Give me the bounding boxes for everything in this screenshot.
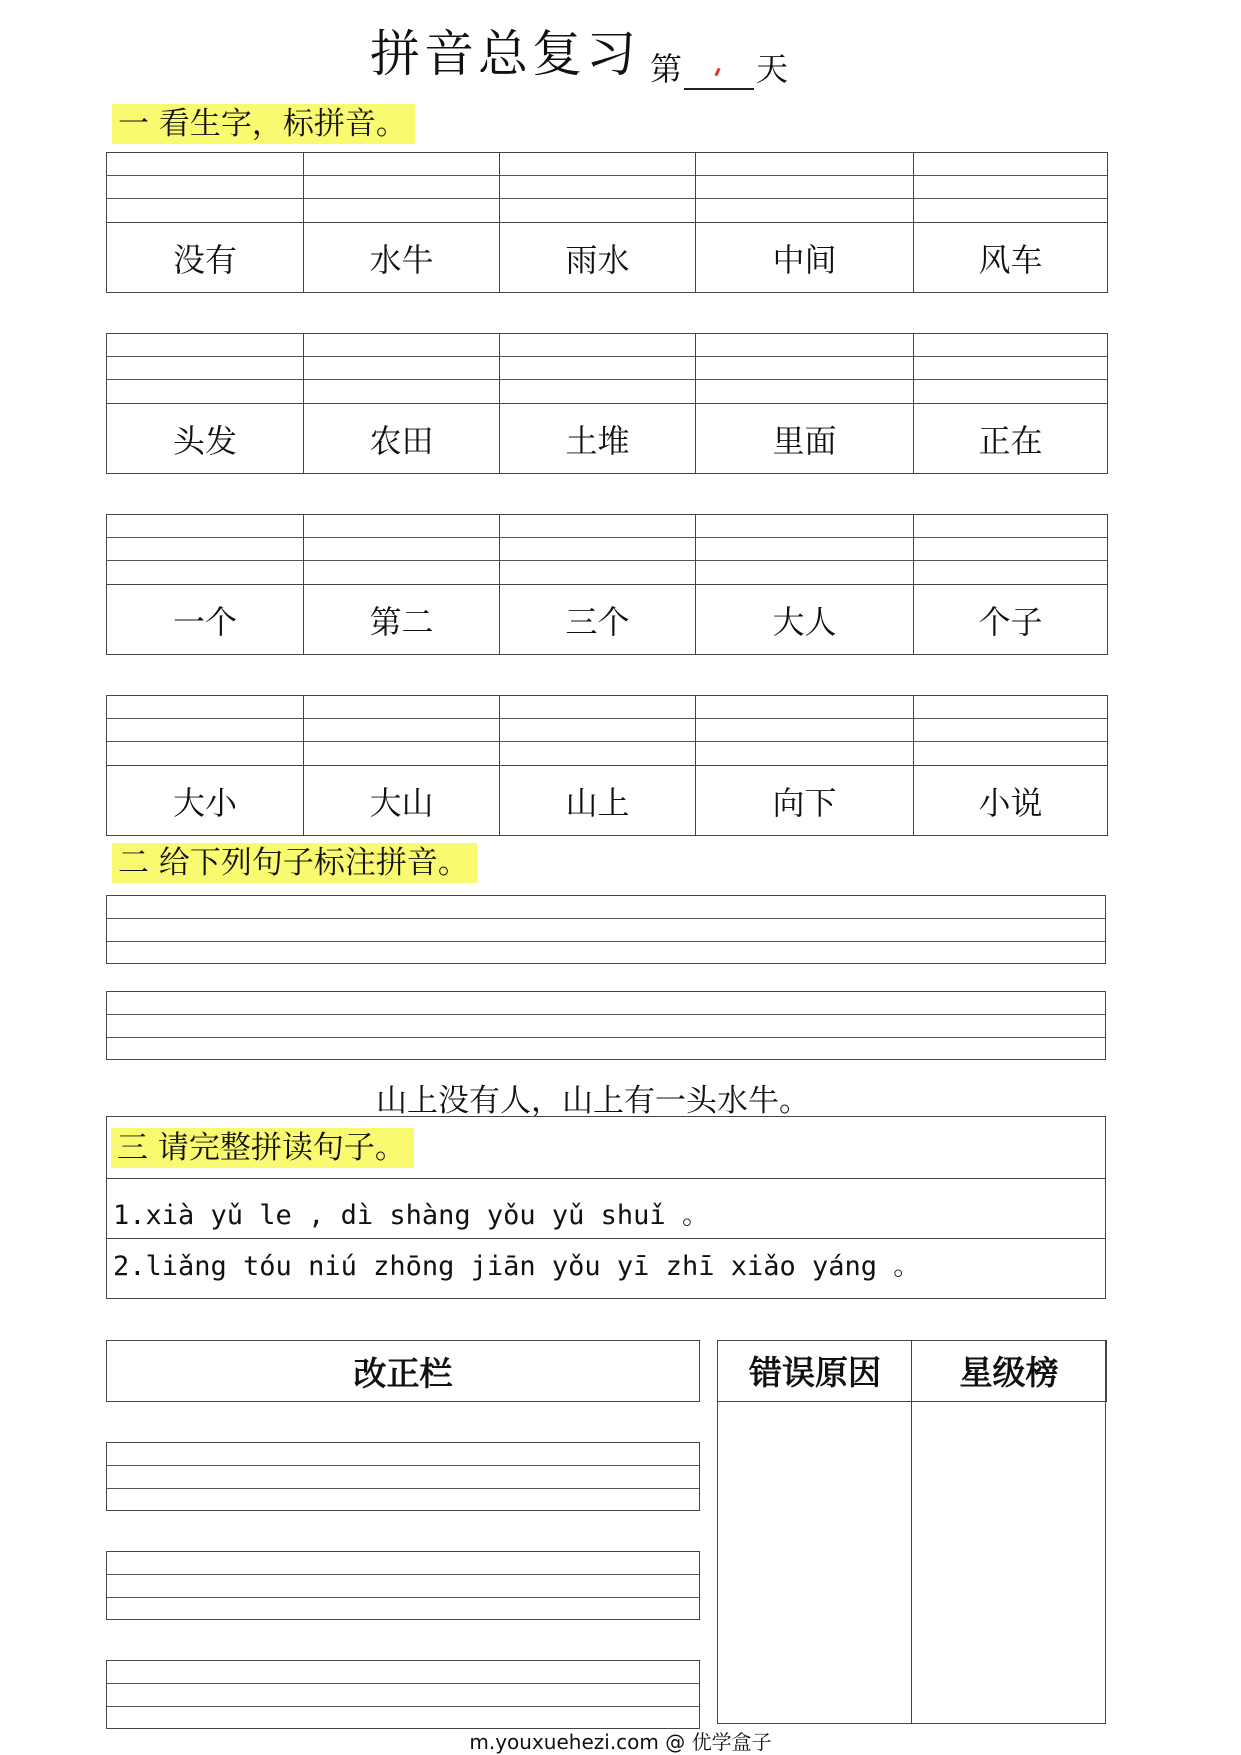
word-cell: 里面 xyxy=(695,404,913,473)
reading-line-1: 1.xià yǔ le , dì shàng yǒu yǔ shuǐ 。 xyxy=(113,1200,709,1231)
review-table xyxy=(717,1340,1106,1724)
word-cell: 中间 xyxy=(695,223,913,292)
page-title: 拼音总复习 xyxy=(370,25,640,83)
stars-header: 星级榜 xyxy=(911,1340,1107,1402)
reason-header: 错误原因 xyxy=(717,1340,913,1402)
word-cell: 风车 xyxy=(913,223,1107,292)
word-grid-3 xyxy=(106,514,1108,655)
correction-lines-2[interactable] xyxy=(106,1551,700,1620)
section2-heading: 二 给下列句子标注拼音。 xyxy=(112,843,477,883)
correction-lines-3[interactable] xyxy=(106,1660,700,1729)
word-cell: 一个 xyxy=(172,602,237,641)
pinyin-rows[interactable] xyxy=(107,515,1107,584)
day-label xyxy=(650,44,788,90)
word-grid-1 xyxy=(106,152,1108,293)
word-cell: 大人 xyxy=(695,585,913,654)
word-cell: 三个 xyxy=(499,585,695,654)
section3-heading: 三 请完整拼读句子。 xyxy=(111,1128,414,1168)
day-suffix: 天 xyxy=(756,50,789,88)
reading-line-2: 2.liǎng tóu niú zhōng jiān yǒu yī zhī xiǎo yáng 。 xyxy=(113,1251,921,1282)
word-cell: 小说 xyxy=(913,766,1107,835)
pinyin-rows[interactable] xyxy=(107,153,1107,222)
word-grid-2 xyxy=(106,333,1108,474)
word-cell: 大小 xyxy=(172,783,237,822)
pinyin-rows[interactable] xyxy=(107,334,1107,403)
sentence-to-annotate: 山上没有人，山上有一头水牛。 xyxy=(376,1083,810,1119)
word-cell: 个子 xyxy=(913,585,1107,654)
section1-heading: 一 看生字，标拼音。 xyxy=(112,104,415,144)
word-cell: 山上 xyxy=(499,766,695,835)
word-grid-4 xyxy=(106,695,1108,836)
pinyin-rows[interactable] xyxy=(107,696,1107,765)
word-cell: 雨水 xyxy=(499,223,695,292)
column-divider xyxy=(911,1401,912,1723)
word-cell: 第二 xyxy=(303,585,499,654)
pinyin-writing-lines-1[interactable] xyxy=(106,895,1106,964)
day-blank[interactable] xyxy=(684,58,754,90)
word-cell: 农田 xyxy=(303,404,499,473)
correction-lines-1[interactable] xyxy=(106,1442,700,1511)
word-cell: 土堆 xyxy=(499,404,695,473)
word-cell: 正在 xyxy=(913,404,1107,473)
section3-box xyxy=(106,1116,1106,1299)
word-cell: 水牛 xyxy=(303,223,499,292)
correction-header: 改正栏 xyxy=(106,1340,700,1402)
word-cell: 大山 xyxy=(303,766,499,835)
word-cell: 头发 xyxy=(172,421,237,460)
footer-watermark: m.youxuehezi.com @ 优学盒子 xyxy=(469,1730,772,1754)
word-cell: 向下 xyxy=(695,766,913,835)
pinyin-writing-lines-2[interactable] xyxy=(106,991,1106,1060)
red-mark xyxy=(714,68,720,77)
day-prefix: 第 xyxy=(650,50,683,88)
word-cell: 没有 xyxy=(172,240,237,279)
